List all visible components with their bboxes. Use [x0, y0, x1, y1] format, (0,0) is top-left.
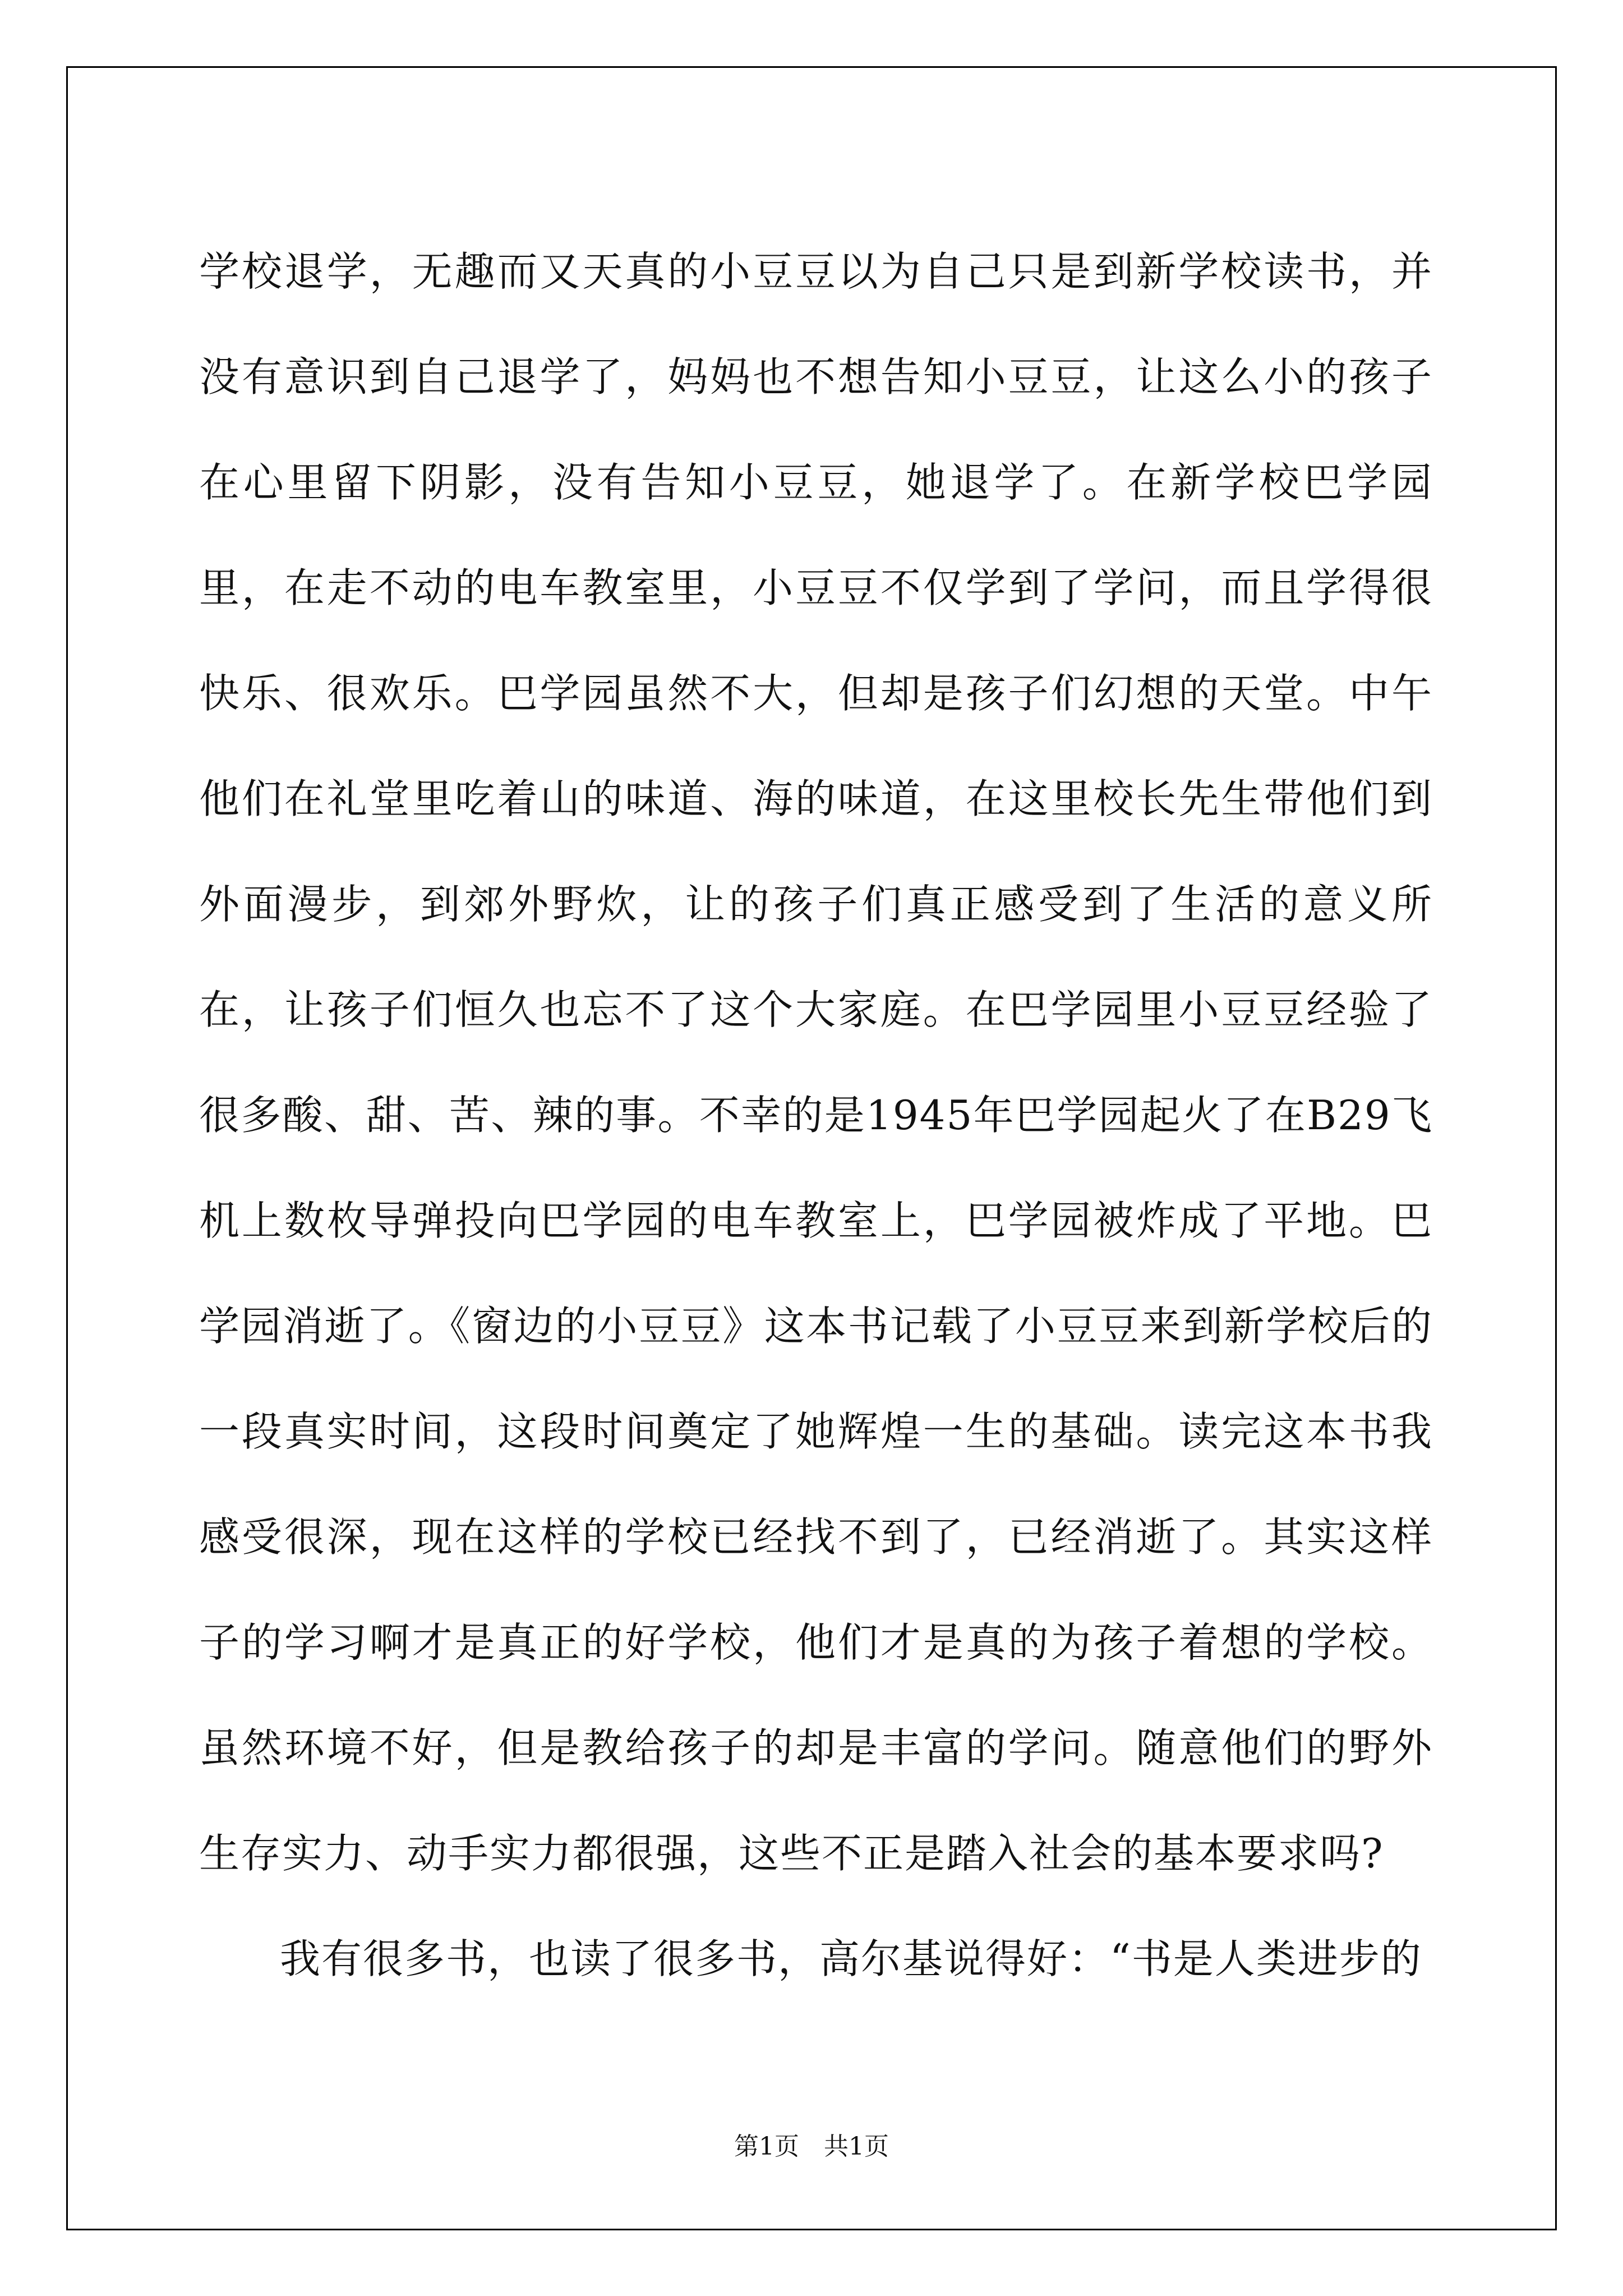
paragraph-2: 我有很多书，也读了很多书，高尔基说得好：“书是人类进步的 [280, 1935, 1422, 1982]
paragraph-1: 学校退学，无趣而又天真的小豆豆以为自己只是到新学校读书，并没有意识到自己退学了，妈妈也不想告知小豆豆，让这么小的孩子在心里留下阴影，没有告知小豆豆，她退学了。在新学校巴学园里，在走不动的电车教室里，小豆豆不仅学到了学问，而且学得很快乐、很欢乐。巴学园虽然不大，但却是孩子们幻想的天堂。中午他们在礼堂里吃着山的味道、海的味道，在这里校长先生带他们到外面漫步，到郊外野炊，让的孩子们真正感受到了生活的意义所在，让孩子们恒久也忘不了这个大家庭。在巴学园里小豆豆经验了很多酸、甜、苦、辣的事。不幸的是1945年巴学园起火了在B29飞机上数枚导弹投向巴学园的电车教室上，巴学园被炸成了平地。巴学园消逝了。《窗边的小豆豆》这本书记载了小豆豆来到新学校后的一段真实时间，这段时间奠定了她辉煌一生的基础。读完这本书我感受很深，现在这样的学校已经找不到了，已经消逝了。其实这样子的学习啊才是真正的好学校，他们才是真的为孩子着想的学校。虽然环境不好，但是教给孩子的却是丰富的学问。随意他们的野外生存实力、动手实力都很强，这些不正是踏入社会的基本要求吗? [199, 248, 1433, 1877]
page-number: 第1页 共1页 [734, 2132, 889, 2161]
page-footer [0, 2126, 1623, 2162]
body-text [199, 219, 1433, 2012]
